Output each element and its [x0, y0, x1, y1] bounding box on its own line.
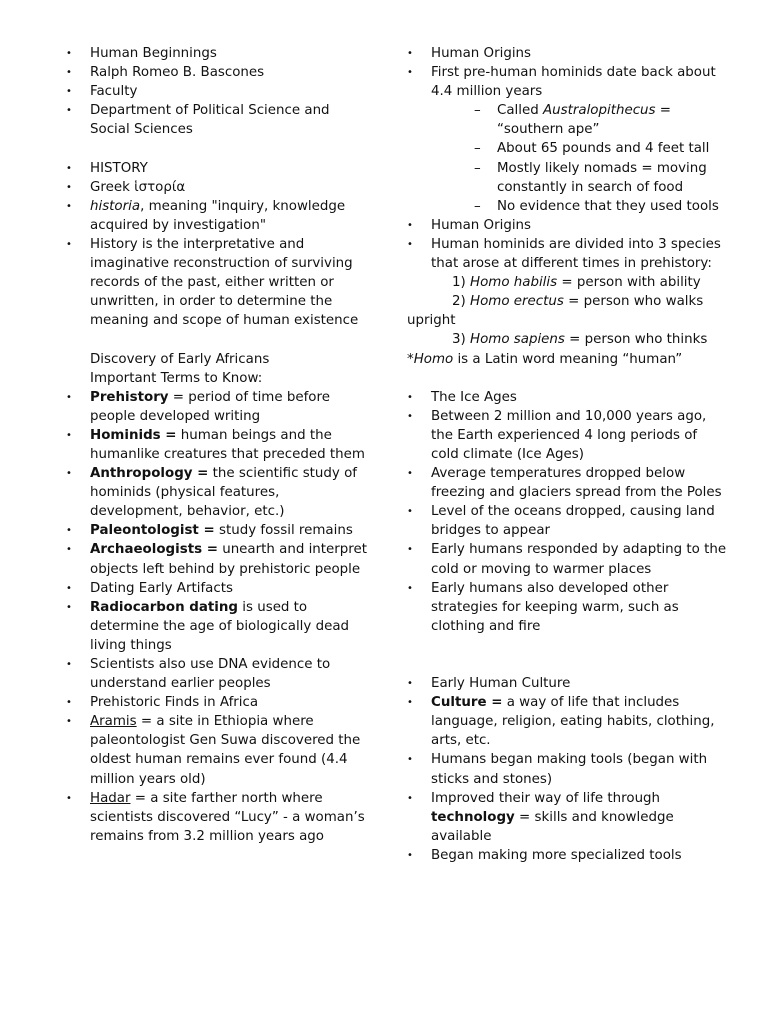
bold-term: Anthropology = — [90, 466, 209, 482]
text-segment: Human hominids are divided into 3 species that arose at different times in prehistory: — [431, 236, 721, 272]
text-segment: Early humans responded by adapting to the cold or moving to warmer places — [431, 542, 727, 577]
bullet-item — [66, 426, 371, 464]
text-segment: Important Terms to Know: — [90, 370, 263, 386]
text-segment: Ralph Romeo B. Bascones — [90, 65, 265, 81]
text-segment: First pre-human hominids date back about 4.4 million years — [431, 65, 716, 100]
italic-term: Homo sapiens — [470, 332, 565, 348]
bullet-item — [407, 789, 727, 846]
text-segment: Discovery of Early Africans — [90, 351, 270, 367]
bullet-item — [407, 44, 727, 63]
text-segment: is used to determine the age of biologically dead living things — [90, 599, 350, 653]
text-segment: 1) — [452, 275, 471, 291]
text-segment: About 65 pounds and 4 feet tall — [497, 141, 710, 157]
text-segment: Human Origins — [431, 217, 531, 233]
bullet-item — [66, 44, 371, 63]
text-segment: Improved their way of life through — [431, 790, 661, 806]
text-line — [407, 311, 727, 330]
text-segment: Faculty — [90, 84, 138, 100]
bullet-item — [66, 101, 371, 139]
bold-term: Culture = — [431, 695, 503, 711]
italic-term: historia — [90, 198, 141, 214]
text-segment: study fossil remains — [214, 523, 353, 539]
bullet-item — [66, 197, 371, 235]
spacer — [66, 139, 371, 158]
bullet-item — [66, 655, 371, 693]
bullet-item — [66, 693, 371, 712]
text-segment: is a Latin word meaning “human” — [453, 351, 683, 367]
bullet-item — [66, 598, 371, 655]
text-segment: = “southern ape” — [497, 103, 672, 138]
text-segment: Mostly likely nomads = moving constantly in search of food — [497, 160, 707, 195]
bold-term: Paleontologist = — [90, 523, 215, 539]
bullet-item — [66, 178, 371, 197]
bold-term: Archaeologists = — [90, 542, 218, 558]
numbered-line — [407, 330, 727, 349]
text-segment: = person who walks — [563, 294, 704, 310]
text-segment: , meaning "inquiry, knowledge acquired by investigation" — [90, 198, 346, 233]
text-segment: 3) — [452, 332, 471, 348]
text-segment: = person who thinks — [564, 332, 708, 348]
italic-term: Australopithecus — [543, 103, 656, 119]
italic-term: Homo erectus — [470, 294, 564, 310]
bullet-item — [407, 693, 727, 750]
bullet-item — [407, 464, 727, 502]
bullet-item — [407, 750, 727, 788]
text-segment: unearth and interpret objects left behind by prehistoric people — [90, 542, 367, 577]
text-segment: the scientific study of hominids (physical features, development, behavior, etc.) — [90, 466, 358, 520]
bullet-item — [66, 789, 371, 846]
bullet-item — [66, 159, 371, 178]
text-segment: = a site in Ethiopia where paleontologist Gen Suwa discovered the oldest human remains ever found (4.4 million years old) — [90, 714, 361, 787]
text-segment: Average temperatures dropped below freezing and glaciers spread from the Poles — [431, 466, 722, 501]
text-segment: = period of time before people developed writing — [90, 389, 330, 424]
bullet-item — [66, 464, 371, 521]
dash-subitem — [407, 159, 727, 197]
text-segment: Greek ἱστορία — [90, 179, 186, 195]
bullet-item — [407, 235, 727, 273]
bullet-item — [66, 521, 371, 540]
bullet-item — [407, 674, 727, 693]
text-segment: * — [407, 351, 414, 367]
italic-term: Homo habilis — [470, 275, 558, 291]
text-segment: human beings and the humanlike creatures that preceded them — [90, 427, 365, 462]
text-segment: Scientists also use DNA evidence to understand earlier peoples — [90, 657, 331, 692]
bullet-item — [66, 82, 371, 101]
numbered-line — [407, 273, 727, 292]
bullet-item — [407, 846, 727, 865]
text-segment: Human Origins — [431, 46, 531, 61]
italic-term: Homo — [413, 351, 454, 367]
text-segment: 2) — [452, 294, 471, 310]
text-segment: Human Beginnings — [90, 46, 217, 61]
bold-term: Prehistory — [90, 389, 169, 405]
bullet-item — [66, 540, 371, 578]
right-column — [407, 44, 727, 865]
underlined-term: Hadar — [90, 790, 131, 806]
bold-term: Radiocarbon dating — [90, 599, 239, 615]
text-segment: Level of the oceans dropped, causing land bridges to appear — [431, 504, 715, 539]
text-segment: a way of life that includes language, religion, eating habits, clothing, arts, etc. — [431, 695, 715, 749]
bullet-item — [66, 388, 371, 426]
text-line — [66, 350, 371, 369]
spacer — [66, 330, 371, 349]
underlined-term: Aramis — [90, 714, 137, 730]
text-segment: History is the interpretative and imaginative reconstruction of surviving records of the past, either written or unwritten, in order to determine the meaning and scope of human existence — [90, 236, 359, 329]
text-segment: No evidence that they used tools — [497, 198, 719, 214]
text-segment: Early humans also developed other strategies for keeping warm, such as clothing and fire — [431, 580, 679, 634]
bullet-item — [407, 502, 727, 540]
text-segment: = person with ability — [557, 275, 701, 291]
bold-term: technology — [431, 809, 515, 825]
text-segment: HISTORY — [90, 160, 148, 176]
dash-subitem — [407, 139, 727, 158]
bullet-item — [407, 388, 727, 407]
bullet-item — [66, 63, 371, 82]
bullet-item — [407, 407, 727, 464]
text-segment: = skills and knowledge available — [431, 809, 674, 844]
bullet-item — [407, 216, 727, 235]
text-segment: Dating Early Artifacts — [90, 580, 233, 596]
text-segment: = a site farther north where scientists discovered “Lucy” - a woman’s remains from 3.2 million years ago — [90, 790, 365, 844]
bullet-item — [407, 540, 727, 578]
bullet-item — [66, 235, 371, 330]
text-segment: Called — [497, 103, 543, 119]
spacer — [407, 369, 727, 388]
text-line — [407, 350, 727, 369]
numbered-line — [407, 292, 727, 311]
bullet-item — [66, 579, 371, 598]
bullet-item — [407, 63, 727, 101]
text-segment: Early Human Culture — [431, 676, 571, 692]
text-line — [66, 369, 371, 388]
text-segment: The Ice Ages — [431, 389, 517, 405]
text-segment: upright — [407, 313, 456, 329]
bold-term: Hominids = — [90, 427, 177, 443]
text-segment: Humans began making tools (began with sticks and stones) — [431, 752, 708, 787]
bullet-item — [66, 712, 371, 788]
text-segment: Prehistoric Finds in Africa — [90, 695, 259, 711]
spacer — [407, 636, 727, 674]
left-column — [66, 44, 371, 846]
dash-subitem — [407, 197, 727, 216]
text-segment: Department of Political Science and Social Sciences — [90, 103, 330, 138]
text-segment: Began making more specialized tools — [431, 847, 682, 863]
dash-subitem — [407, 101, 727, 139]
text-segment: Between 2 million and 10,000 years ago, the Earth experienced 4 long periods of cold climate (Ice Ages) — [431, 408, 707, 462]
bullet-item — [407, 579, 727, 636]
